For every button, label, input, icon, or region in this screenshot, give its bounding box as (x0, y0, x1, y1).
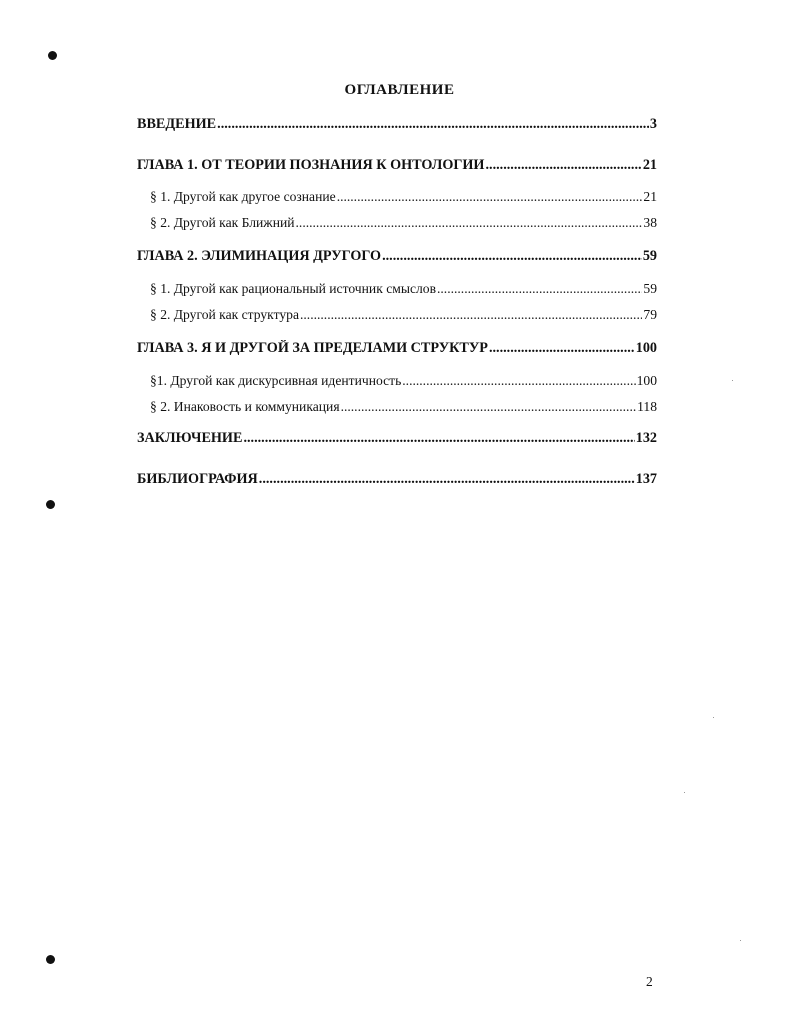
punch-hole-top (48, 51, 57, 60)
toc-entry-page: 59 (643, 281, 657, 296)
scan-speck (732, 380, 733, 381)
toc-entry-label: ГЛАВА 2. ЭЛИМИНАЦИЯ ДРУГОГО (137, 248, 382, 264)
dot-leader (402, 373, 635, 389)
toc-entry-chapter-1-section-1[interactable] (150, 189, 657, 205)
toc-entry-chapter-3-section-1[interactable] (150, 373, 657, 389)
toc-entry-introduction[interactable] (137, 116, 657, 133)
dot-leader (485, 157, 641, 174)
dot-leader (341, 399, 637, 415)
toc-entry-page: 137 (635, 471, 657, 487)
toc-entry-page: 100 (636, 373, 657, 388)
toc-entry-page: 100 (635, 340, 657, 356)
toc-entry-page: 118 (637, 399, 657, 414)
toc-entry-label: § 1. Другой как рациональный источник смыслов (150, 281, 436, 296)
toc-entry-page: 3 (649, 116, 657, 132)
toc-entry-label: ВВЕДЕНИЕ (137, 116, 217, 132)
scan-speck (713, 717, 714, 718)
toc-entry-page: 38 (643, 215, 657, 230)
toc-entry-page: 59 (642, 248, 657, 264)
toc-entry-label: § 2. Инаковость и коммуникация (150, 399, 340, 414)
toc-entry-label: ГЛАВА 3. Я И ДРУГОЙ ЗА ПРЕДЕЛАМИ СТРУКТУР (137, 340, 488, 356)
toc-entry-conclusion[interactable] (137, 430, 657, 447)
toc-entry-label: §1. Другой как дискурсивная идентичность (150, 373, 402, 388)
toc-entry-chapter-2-section-2[interactable] (150, 307, 657, 323)
toc-entry-label: БИБЛИОГРАФИЯ (137, 471, 258, 487)
toc-entry-page: 132 (635, 430, 657, 446)
toc-entry-chapter-2[interactable] (137, 248, 657, 265)
dot-leader (437, 281, 642, 297)
dot-leader (337, 189, 643, 205)
dot-leader (489, 340, 635, 357)
toc-entry-page: 79 (643, 307, 657, 322)
toc-entry-bibliography[interactable] (137, 471, 657, 488)
toc-entry-label: § 2. Другой как Ближний (150, 215, 295, 230)
scan-speck (684, 792, 685, 793)
toc-entry-page: 21 (643, 189, 657, 204)
toc-entry-chapter-1-section-2[interactable] (150, 215, 657, 231)
toc-entry-page: 21 (642, 157, 657, 173)
punch-hole-middle (46, 500, 55, 509)
dot-leader (217, 116, 649, 133)
dot-leader (243, 430, 634, 447)
dot-leader (300, 307, 642, 323)
toc-entry-label: ЗАКЛЮЧЕНИЕ (137, 430, 243, 446)
punch-hole-bottom (46, 955, 55, 964)
dot-leader (296, 215, 643, 231)
toc-entry-chapter-3-section-2[interactable] (150, 399, 657, 415)
page-number: 2 (646, 974, 653, 989)
dot-leader (382, 248, 642, 265)
toc-entry-chapter-2-section-1[interactable] (150, 281, 657, 297)
toc-entry-label: § 1. Другой как другое сознание (150, 189, 336, 204)
toc-entry-label: ГЛАВА 1. ОТ ТЕОРИИ ПОЗНАНИЯ К ОНТОЛОГИИ (137, 157, 485, 173)
toc-heading: ОГЛАВЛЕНИЕ (344, 82, 455, 98)
toc-entry-label: § 2. Другой как структура (150, 307, 299, 322)
toc-entry-chapter-3[interactable] (137, 340, 657, 357)
scan-speck (740, 940, 741, 941)
toc-entry-chapter-1[interactable] (137, 157, 657, 174)
dot-leader (259, 471, 635, 488)
